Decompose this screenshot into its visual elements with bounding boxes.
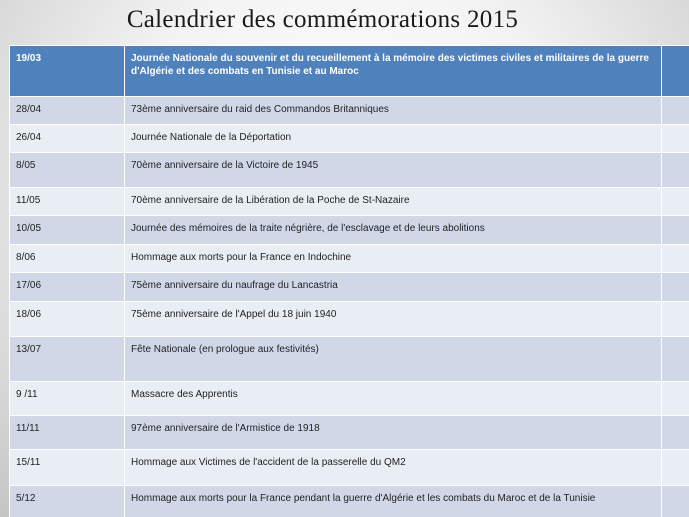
header-date: 19/03 (10, 46, 125, 97)
header-extra-cell (662, 46, 689, 97)
header-text: Journée Nationale du souvenir et du recueillement à la mémoire des victimes civiles et militaires de la guerre d'Algérie et des combats en Tunisie et au Maroc (125, 46, 662, 97)
commemorations-table-container (9, 45, 689, 517)
row-extra-cell (662, 337, 689, 382)
row-extra-cell (662, 302, 689, 337)
table-row (10, 125, 689, 153)
row-date: 26/04 (10, 125, 125, 153)
row-date: 11/05 (10, 188, 125, 216)
row-date: 10/05 (10, 216, 125, 245)
row-extra-cell (662, 450, 689, 486)
row-text: 75ème anniversaire du naufrage du Lancastria (125, 273, 662, 302)
row-extra-cell (662, 273, 689, 302)
table-row (10, 245, 689, 273)
row-extra-cell (662, 416, 689, 450)
table-row (10, 273, 689, 302)
row-extra-cell (662, 125, 689, 153)
row-extra-cell (662, 486, 689, 517)
table-row (10, 97, 689, 125)
row-text: 97ème anniversaire de l'Armistice de 1918 (125, 416, 662, 450)
row-text: Hommage aux morts pour la France en Indochine (125, 245, 662, 273)
row-date: 11/11 (10, 416, 125, 450)
row-text: Journée Nationale de la Déportation (125, 125, 662, 153)
table-row (10, 302, 689, 337)
row-text: Fête Nationale (en prologue aux festivités) (125, 337, 662, 382)
table-row (10, 153, 689, 188)
row-extra-cell (662, 245, 689, 273)
row-date: 8/05 (10, 153, 125, 188)
table-row (10, 416, 689, 450)
table-row (10, 486, 689, 517)
row-date: 18/06 (10, 302, 125, 337)
table-row (10, 382, 689, 416)
row-text: Hommage aux morts pour la France pendant la guerre d'Algérie et les combats du Maroc et de la Tunisie (125, 486, 662, 517)
table-row (10, 188, 689, 216)
row-text: 70ème anniversaire de la Libération de la Poche de St-Nazaire (125, 188, 662, 216)
row-date: 28/04 (10, 97, 125, 125)
table-row (10, 450, 689, 486)
table-row (10, 216, 689, 245)
row-text: Journée des mémoires de la traite négrière, de l'esclavage et de leurs abolitions (125, 216, 662, 245)
row-extra-cell (662, 153, 689, 188)
row-date: 8/06 (10, 245, 125, 273)
row-text: Massacre des Apprentis (125, 382, 662, 416)
table-row (10, 337, 689, 382)
row-text: Hommage aux Victimes de l'accident de la passerelle du QM2 (125, 450, 662, 486)
row-date: 9 /11 (10, 382, 125, 416)
row-date: 15/11 (10, 450, 125, 486)
commemorations-table (9, 45, 689, 517)
page-title: Calendrier des commémorations 2015 (126, 6, 519, 33)
row-date: 17/06 (10, 273, 125, 302)
row-text: 73ème anniversaire du raid des Commandos Britanniques (125, 97, 662, 125)
row-text: 75ème anniversaire de l'Appel du 18 juin 1940 (125, 302, 662, 337)
row-extra-cell (662, 216, 689, 245)
row-extra-cell (662, 97, 689, 125)
row-extra-cell (662, 382, 689, 416)
row-extra-cell (662, 188, 689, 216)
row-text: 70ème anniversaire de la Victoire de 1945 (125, 153, 662, 188)
table-header-row (10, 46, 689, 97)
row-date: 5/12 (10, 486, 125, 517)
row-date: 13/07 (10, 337, 125, 382)
